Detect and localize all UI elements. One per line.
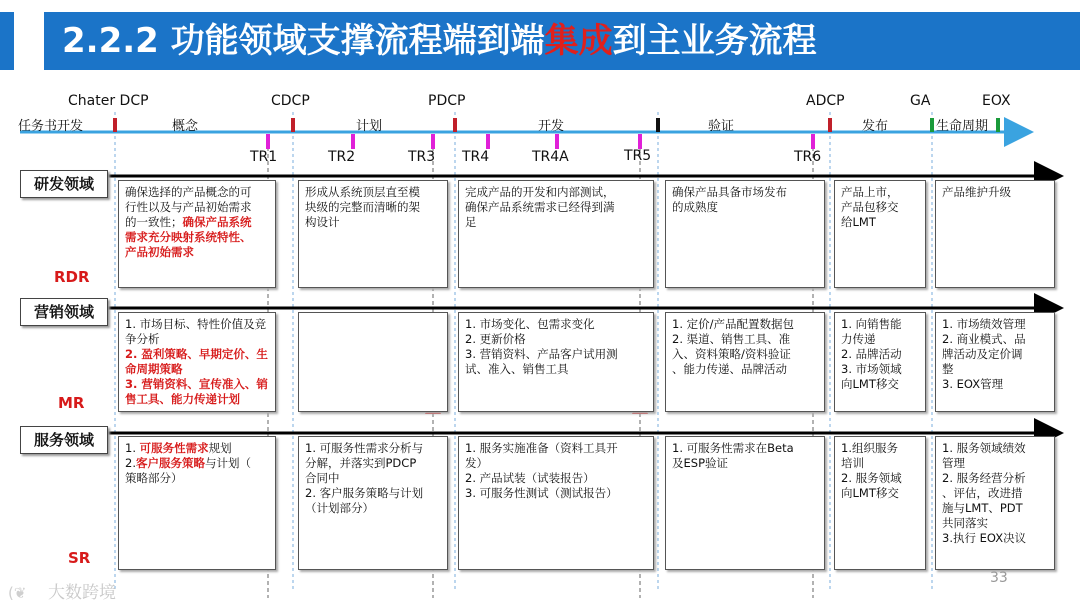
cell-0-5: [935, 180, 1055, 288]
cell-line: [465, 456, 647, 471]
cell-text: 1. 定价/产品配置数据包: [672, 317, 795, 331]
cell-text: 、能力传递、品牌活动: [672, 362, 787, 376]
cell-line: [942, 531, 1048, 546]
cell-line: [465, 486, 647, 501]
cell-0-4: [834, 180, 926, 288]
watermark-text: 大数跨境: [48, 583, 116, 603]
cell-0-1: [298, 180, 448, 288]
cell-text: 1.组织服务: [841, 441, 898, 455]
cell-line: [305, 486, 441, 501]
cell-2-5: [935, 436, 1055, 570]
tr-marker-3: [486, 134, 490, 149]
cell-line: [841, 347, 919, 362]
cell-text: 形成从系统顶层直至模: [305, 185, 420, 199]
cell-line: [125, 317, 269, 347]
cell-text: 向LMT移交: [841, 486, 899, 500]
cell-line: [125, 456, 269, 471]
cell-line: [465, 332, 647, 347]
cell-text: 2.: [125, 456, 136, 470]
cell-text: 产品包移交: [841, 200, 899, 214]
milestone-cdcp: CDCP: [271, 93, 310, 109]
cell-2-1: [298, 436, 448, 570]
cell-line: [465, 471, 647, 486]
cell-text: 共同落实: [942, 516, 988, 530]
cell-1-1: [298, 312, 448, 412]
cell-text: 1. 可服务性需求在Beta: [672, 441, 794, 455]
cell-line: [942, 185, 1048, 200]
cell-line: [942, 501, 1048, 516]
cell-text: 产品上市，: [841, 185, 899, 199]
cell-text: 确保选择的产品概念的可: [125, 185, 252, 199]
tr4-label: TR4: [462, 149, 490, 165]
cell-line: [125, 185, 269, 200]
cell-text: 2. 客户服务策略与计划: [305, 486, 424, 500]
cell-text: 确保产品具备市场发布: [672, 185, 787, 199]
cell-line: [672, 456, 818, 471]
cell-text: 给LMT: [841, 215, 876, 229]
cell-text: 策略部分）: [125, 471, 183, 485]
cell-text: 行性以及与产品初始需求: [125, 200, 252, 214]
cell-line: [942, 441, 1048, 456]
milestone-pdcp: PDCP: [428, 93, 466, 109]
cell-line: [942, 377, 1048, 392]
cell-text: 的一致性；: [125, 215, 183, 229]
cell-2-0: [118, 436, 276, 570]
cell-text: 1. 向销售能: [841, 317, 902, 331]
cell-text: 的成熟度: [672, 200, 718, 214]
cell-text: 3. 市场领域: [841, 362, 902, 376]
cell-text: 2. 服务领域: [841, 471, 902, 485]
cell-text: 完成产品的开发和内部测试，: [465, 185, 615, 199]
cell-text: 1. 服务领域绩效: [942, 441, 1026, 455]
cell-text: 1. 可服务性需求分析与: [305, 441, 424, 455]
tr4a-label: TR4A: [532, 149, 569, 165]
cell-text: 2. 服务经营分析: [942, 471, 1026, 485]
cell-line: [942, 471, 1048, 486]
cell-line: [305, 501, 441, 516]
cell-text: 分解，并落实到PDCP: [305, 456, 417, 470]
cell-line: [465, 215, 647, 230]
cell-line: [672, 200, 818, 215]
cell-text: 盈利策略、早期定价、生命周期策略: [125, 347, 268, 376]
tr6-label: TR6: [794, 149, 822, 165]
milestone-marker-5: [930, 118, 934, 132]
cell-text: 2. 品牌活动: [841, 347, 902, 361]
milestone-marker-0: [113, 118, 117, 132]
cell-text: 确保产品系统: [182, 215, 252, 229]
cell-line: [942, 456, 1048, 471]
tr3-label: TR3: [408, 149, 436, 165]
cell-line: [942, 317, 1048, 332]
tr5-label: TR5: [624, 148, 652, 164]
phase-launch: 发布: [862, 119, 889, 134]
cell-line: [125, 377, 269, 407]
cell-text: 3. 营销资料、产品客户试用测: [465, 347, 618, 361]
cell-line: [125, 230, 269, 245]
cell-text: 构设计: [305, 215, 340, 229]
review-rdr: RDR: [54, 268, 90, 286]
cell-line: [465, 362, 647, 377]
cell-line: [125, 200, 269, 215]
cell-0-2: [458, 180, 654, 288]
watermark: [8, 578, 116, 603]
milestone-eox: EOX: [982, 93, 1011, 109]
milestone-marker-3: [656, 118, 660, 132]
cell-text: 3. 营销资料、宣传准入、销售工具、能力传递计划: [125, 377, 268, 406]
tr-marker-1: [351, 134, 355, 149]
phase-concept: 概念: [172, 119, 199, 134]
cell-line: [305, 441, 441, 456]
cell-line: [841, 362, 919, 377]
tr-marker-6: [811, 134, 815, 149]
milestone-adcp: ADCP: [806, 93, 845, 109]
domain-service: 服务领域: [20, 426, 108, 454]
title-highlight: 集成: [544, 21, 613, 61]
phase-charter: 任务书开发: [18, 119, 84, 134]
cell-text: 、评估，改进措: [942, 486, 1023, 500]
cell-line: [942, 362, 1048, 377]
cell-text: 规划: [208, 441, 232, 455]
cell-line: [942, 486, 1048, 501]
cell-2-4: [834, 436, 926, 570]
cell-text: 3.执行 EOX决议: [942, 531, 1027, 545]
cell-text: 力传递: [841, 332, 876, 346]
cell-text: 需求充分映射系统特性、: [125, 230, 252, 244]
cell-text: 及ESP验证: [672, 456, 729, 470]
cell-line: [125, 245, 269, 260]
cell-text: 1. 市场绩效管理: [942, 317, 1026, 331]
cell-text: 2. 产品试装（试装报告）: [465, 471, 595, 485]
cell-1-3: [665, 312, 825, 412]
cell-line: [305, 200, 441, 215]
cell-text: 试、准入、销售工具: [465, 362, 569, 376]
cell-text: （计划部分）: [305, 501, 374, 515]
milestone-marker-2: [453, 118, 457, 132]
cell-line: [672, 441, 818, 456]
cell-line: [942, 347, 1048, 362]
milestone-charter-dcp: Chater DCP: [68, 93, 149, 109]
cell-line: [942, 516, 1048, 531]
phase-develop: 开发: [538, 119, 565, 134]
milestone-ga: GA: [910, 93, 931, 109]
cell-line: [672, 185, 818, 200]
cell-text: 向LMT移交: [841, 377, 899, 391]
cell-2-3: [665, 436, 825, 570]
cell-text: 确保产品系统需求已经得到满: [465, 200, 615, 214]
review-sr: SR: [68, 549, 91, 567]
cell-line: [305, 185, 441, 200]
tr2-label: TR2: [328, 149, 356, 165]
cell-text: 与计划（: [204, 456, 251, 470]
cell-line: [841, 215, 919, 230]
cell-text: 施与LMT、PDT: [942, 501, 1023, 515]
cell-text: 2. 渠道、销售工具、准: [672, 332, 791, 346]
cell-1-5: [935, 312, 1055, 412]
cell-text: 牌活动及定价调: [942, 347, 1023, 361]
phase-verify: 验证: [708, 119, 735, 134]
tr-marker-5: [638, 134, 642, 149]
cell-text: 2.: [125, 347, 142, 361]
cell-text: 1. 服务实施准备（资料工具开: [465, 441, 618, 455]
cell-text: 产品初始需求: [125, 245, 194, 259]
cell-text: 1.: [125, 441, 140, 455]
tr-marker-2: [431, 134, 435, 149]
cell-text: 整: [942, 362, 954, 376]
cell-line: [841, 200, 919, 215]
cell-0-0: [118, 180, 276, 288]
watermark-logo-icon: (❦: [8, 584, 27, 602]
cell-line: [841, 456, 919, 471]
cell-text: 合同中: [305, 471, 340, 485]
cell-text: 3. 可服务性测试（测试报告）: [465, 486, 618, 500]
milestone-marker-4: [828, 118, 832, 132]
title-suffix: 到主业务流程: [612, 21, 817, 61]
cell-text: 发）: [465, 456, 488, 470]
domain-marketing: 营销领域: [20, 298, 108, 326]
cell-line: [465, 185, 647, 200]
cell-line: [125, 471, 269, 486]
cell-line: [672, 347, 818, 362]
tr1-label: TR1: [250, 149, 278, 165]
cell-line: [841, 471, 919, 486]
review-mr: MR: [58, 394, 85, 412]
cell-line: [841, 185, 919, 200]
cell-line: [841, 486, 919, 501]
cell-text: 3. EOX管理: [942, 377, 1004, 391]
cell-text: 2. 商业模式、品: [942, 332, 1026, 346]
cell-line: [672, 362, 818, 377]
cell-line: [125, 347, 269, 377]
cell-line: [305, 215, 441, 230]
tr-marker-0: [266, 134, 270, 149]
cell-text: 块级的完整而清晰的架: [305, 200, 420, 214]
page-number: 33: [990, 570, 1008, 586]
domain-rd: 研发领域: [20, 170, 108, 198]
cell-2-2: [458, 436, 654, 570]
cell-line: [465, 441, 647, 456]
cell-text: 2. 更新价格: [465, 332, 526, 346]
cell-1-2: [458, 312, 654, 412]
phase-lifecycle: 生命周期: [936, 119, 989, 134]
milestone-marker-1: [291, 118, 295, 132]
title-prefix: 2.2.2 功能领域支撑流程端到端: [62, 21, 545, 61]
cell-line: [305, 456, 441, 471]
cell-text: 可服务性需求: [139, 441, 209, 455]
cell-text: 1. 市场目标、特性价值及竞争分析: [125, 317, 267, 346]
cell-text: 足: [465, 215, 477, 229]
cell-0-3: [665, 180, 825, 288]
cell-text: 培训: [841, 456, 864, 470]
cell-line: [465, 317, 647, 332]
milestone-marker-6: [996, 118, 1000, 132]
cell-line: [841, 317, 919, 332]
cell-line: [672, 317, 818, 332]
cell-line: [305, 471, 441, 486]
cell-line: [942, 332, 1048, 347]
cell-text: 产品维护升级: [942, 185, 1011, 199]
cell-line: [672, 332, 818, 347]
cell-line: [465, 347, 647, 362]
cell-line: [125, 441, 269, 456]
cell-1-0: [118, 312, 276, 412]
cell-line: [841, 377, 919, 392]
cell-1-4: [834, 312, 926, 412]
cell-text: 1. 市场变化、包需求变化: [465, 317, 595, 331]
cell-text: 入、资料策略/资料验证: [672, 347, 791, 361]
cell-line: [841, 441, 919, 456]
cell-line: [465, 200, 647, 215]
tr-marker-4: [555, 134, 559, 149]
phase-plan: 计划: [356, 119, 383, 134]
cell-text: 客户服务策略: [135, 456, 205, 470]
cell-text: 管理: [942, 456, 965, 470]
cell-line: [125, 215, 269, 230]
cell-line: [841, 332, 919, 347]
